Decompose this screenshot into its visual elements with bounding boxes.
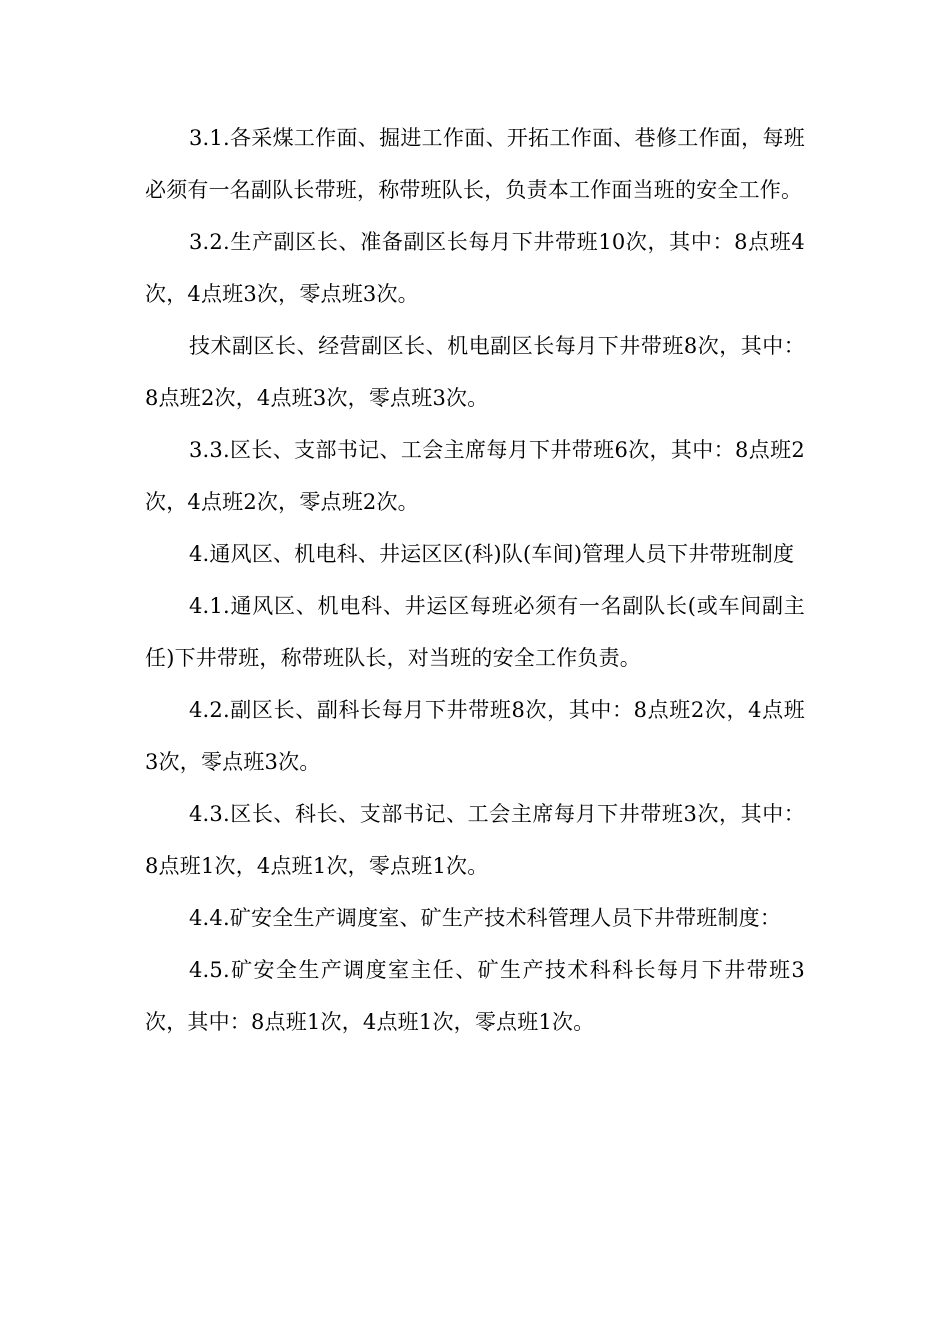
- document-body: [145, 112, 805, 1048]
- paragraph-4-heading: 4.通风区、机电科、井运区区(科)队(车间)管理人员下井带班制度: [189, 542, 795, 566]
- paragraph-4-5: 4.5.矿安全生产调度室主任、矿生产技术科科长每月下井带班3次，其中：8点班1次，4点班1次，零点班1次。: [145, 958, 805, 1034]
- paragraph-3-2: 3.2.生产副区长、准备副区长每月下井带班10次，其中：8点班4次，4点班3次，零点班3次。: [145, 230, 805, 306]
- paragraph-3-3: 3.3.区长、支部书记、工会主席每月下井带班6次，其中：8点班2次，4点班2次，零点班2次。: [145, 438, 805, 514]
- paragraph-4-3: 4.3.区长、科长、支部书记、工会主席每月下井带班3次，其中：8点班1次，4点班1次，零点班1次。: [145, 802, 805, 878]
- paragraph-3-1: 3.1.各采煤工作面、掘进工作面、开拓工作面、巷修工作面，每班必须有一名副队长带班，称带班队长，负责本工作面当班的安全工作。: [145, 126, 805, 202]
- paragraph-4-4: 4.4.矿安全生产调度室、矿生产技术科管理人员下井带班制度：: [189, 906, 782, 930]
- paragraph-4-1: 4.1.通风区、机电科、井运区每班必须有一名副队长(或车间副主任)下井带班，称带班队长，对当班的安全工作负责。: [145, 594, 805, 670]
- paragraph-3-2-tech: 技术副区长、经营副区长、机电副区长每月下井带班8次，其中：8点班2次，4点班3次，零点班3次。: [145, 334, 805, 410]
- paragraph-4-2: 4.2.副区长、副科长每月下井带班8次，其中：8点班2次，4点班3次，零点班3次。: [145, 698, 805, 774]
